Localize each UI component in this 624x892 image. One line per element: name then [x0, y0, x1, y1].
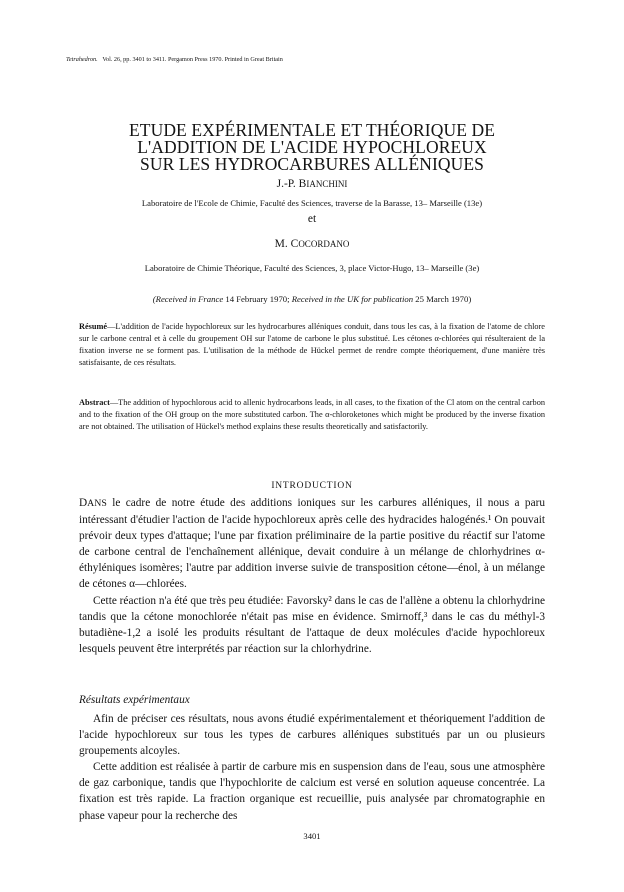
journal-header — [66, 56, 586, 63]
title-line: SUR LES HYDROCARBURES ALLÉNIQUES — [140, 154, 484, 174]
paper-title — [40, 122, 584, 173]
affiliation-2: Laboratoire de Chimie Théorique, Faculté des Sciences, 3, place Victor-Hugo, 13– Marseille (3e) — [144, 263, 480, 273]
section-heading-introduction: INTRODUCTION — [271, 481, 353, 491]
drop-lead-letter: D — [79, 497, 88, 509]
abstract — [79, 397, 545, 433]
title-line: ETUDE EXPÉRIMENTALE ET THÉORIQUE DE — [129, 120, 495, 140]
introduction-body — [79, 495, 545, 657]
author-1: J.-P. BIANCHINI — [276, 178, 348, 190]
subsection-heading: Résultats expérimentaux — [79, 694, 190, 706]
paragraph: Cette addition est réalisée à partir de carbure mis en suspension dans de l'eau, sous une atmosphère de gaz carbonique, tandis que l'hypochlorite de calcium est versé en solution aqueuse concentrée. La fixation est très rapide. La fraction organique est recueillie, puis analysée par chromatographie en phase vapeur pour la recherche des — [79, 761, 545, 822]
abstract-text: —The addition of hypochlorous acid to allenic hydrocarbons leads, in all cases, to the fixation of the Cl atom on the central carbon and to the fixation of the OH group on the more substituted carbon. The α-chloroketones which might be produced by the inverse fixation are not obtained. The utilisation of Hückel's method explains these results theoretically and satisfactorily. — [79, 398, 545, 432]
received-dates: (Received in France 14 February 1970; Received in the UK for publication 25 March 1970) — [152, 294, 472, 304]
paragraph: Afin de préciser ces résultats, nous avons étudié expérimentalement et théoriquement l'addition de l'acide hypochloreux sur tous les types de carbures alléniques substitués par un ou plusieurs groupements alcoyles. — [79, 713, 545, 758]
paragraph: DANS le cadre de notre étude des additions ioniques sur les carbures alléniques, il nous a paru intéressant d'étudier l'action de l'acide hypochloreux après celle des hydracides halogénés.¹ On pouvait prévoir deux types d'attaque; l'une par fixation préliminaire de la partie positive du réactif sur l'atome de carbone central de l'enchaînement allénique, devait conduire à un mélange de chlorhydrines α-éthyléniques isomères; l'autre par addition inverse suivie de transposition cétone—énol, à un mélange de cétones α—chlorées. — [79, 497, 545, 591]
author-2: M. COCORDANO — [274, 238, 350, 250]
abstract-label: Abstract — [79, 398, 110, 407]
lead-word-rest: ANS — [87, 498, 107, 509]
affiliation-1: Laboratoire de l'Ecole de Chimie, Faculté des Sciences, traverse de la Barasse, 13– Marseille (13e) — [141, 198, 483, 208]
author-conjunction: et — [307, 213, 317, 225]
journal-name: Tetrahedron. — [66, 56, 98, 63]
resume-label: Résumé — [79, 322, 108, 331]
page-number: 3401 — [303, 831, 321, 841]
resume-text: —L'addition de l'acide hypochloreux sur les hydrocarbures alléniques conduit, dans tous les cas, à la fixation de l'atome de chlore sur le carbone central et à celle du groupement OH sur l'atome de carbone le plus substitué. Les cétones α-chlorées qui résulteraient de la fixation inverse ne se forment pas. L'utilisation de la méthode de Hückel permet de rendre compte théoriquement, d'une manière très satisfaisante, de ces résultats. — [79, 322, 545, 368]
title-line: L'ADDITION DE L'ACIDE HYPOCHLOREUX — [137, 137, 487, 157]
journal-citation: Vol. 26, pp. 3401 to 3411. Pergamon Press 1970. Printed in Great Britain — [102, 56, 283, 63]
paragraph: Cette réaction n'a été que très peu étudiée: Favorsky² dans le cas de l'allène a obtenu la chlorhydrine tandis que la cétone monochlorée n'était pas mise en évidence. Smirnoff,³ dans le cas du méthyl-3 butadiène-1,2 a isolé les produits résultant de l'attaque de deux molécules d'acide hypochloreux lesquels peuvent être interprétés par réaction sur la chlorhydrine. — [79, 594, 545, 655]
results-body — [79, 711, 545, 824]
resume — [79, 321, 545, 369]
